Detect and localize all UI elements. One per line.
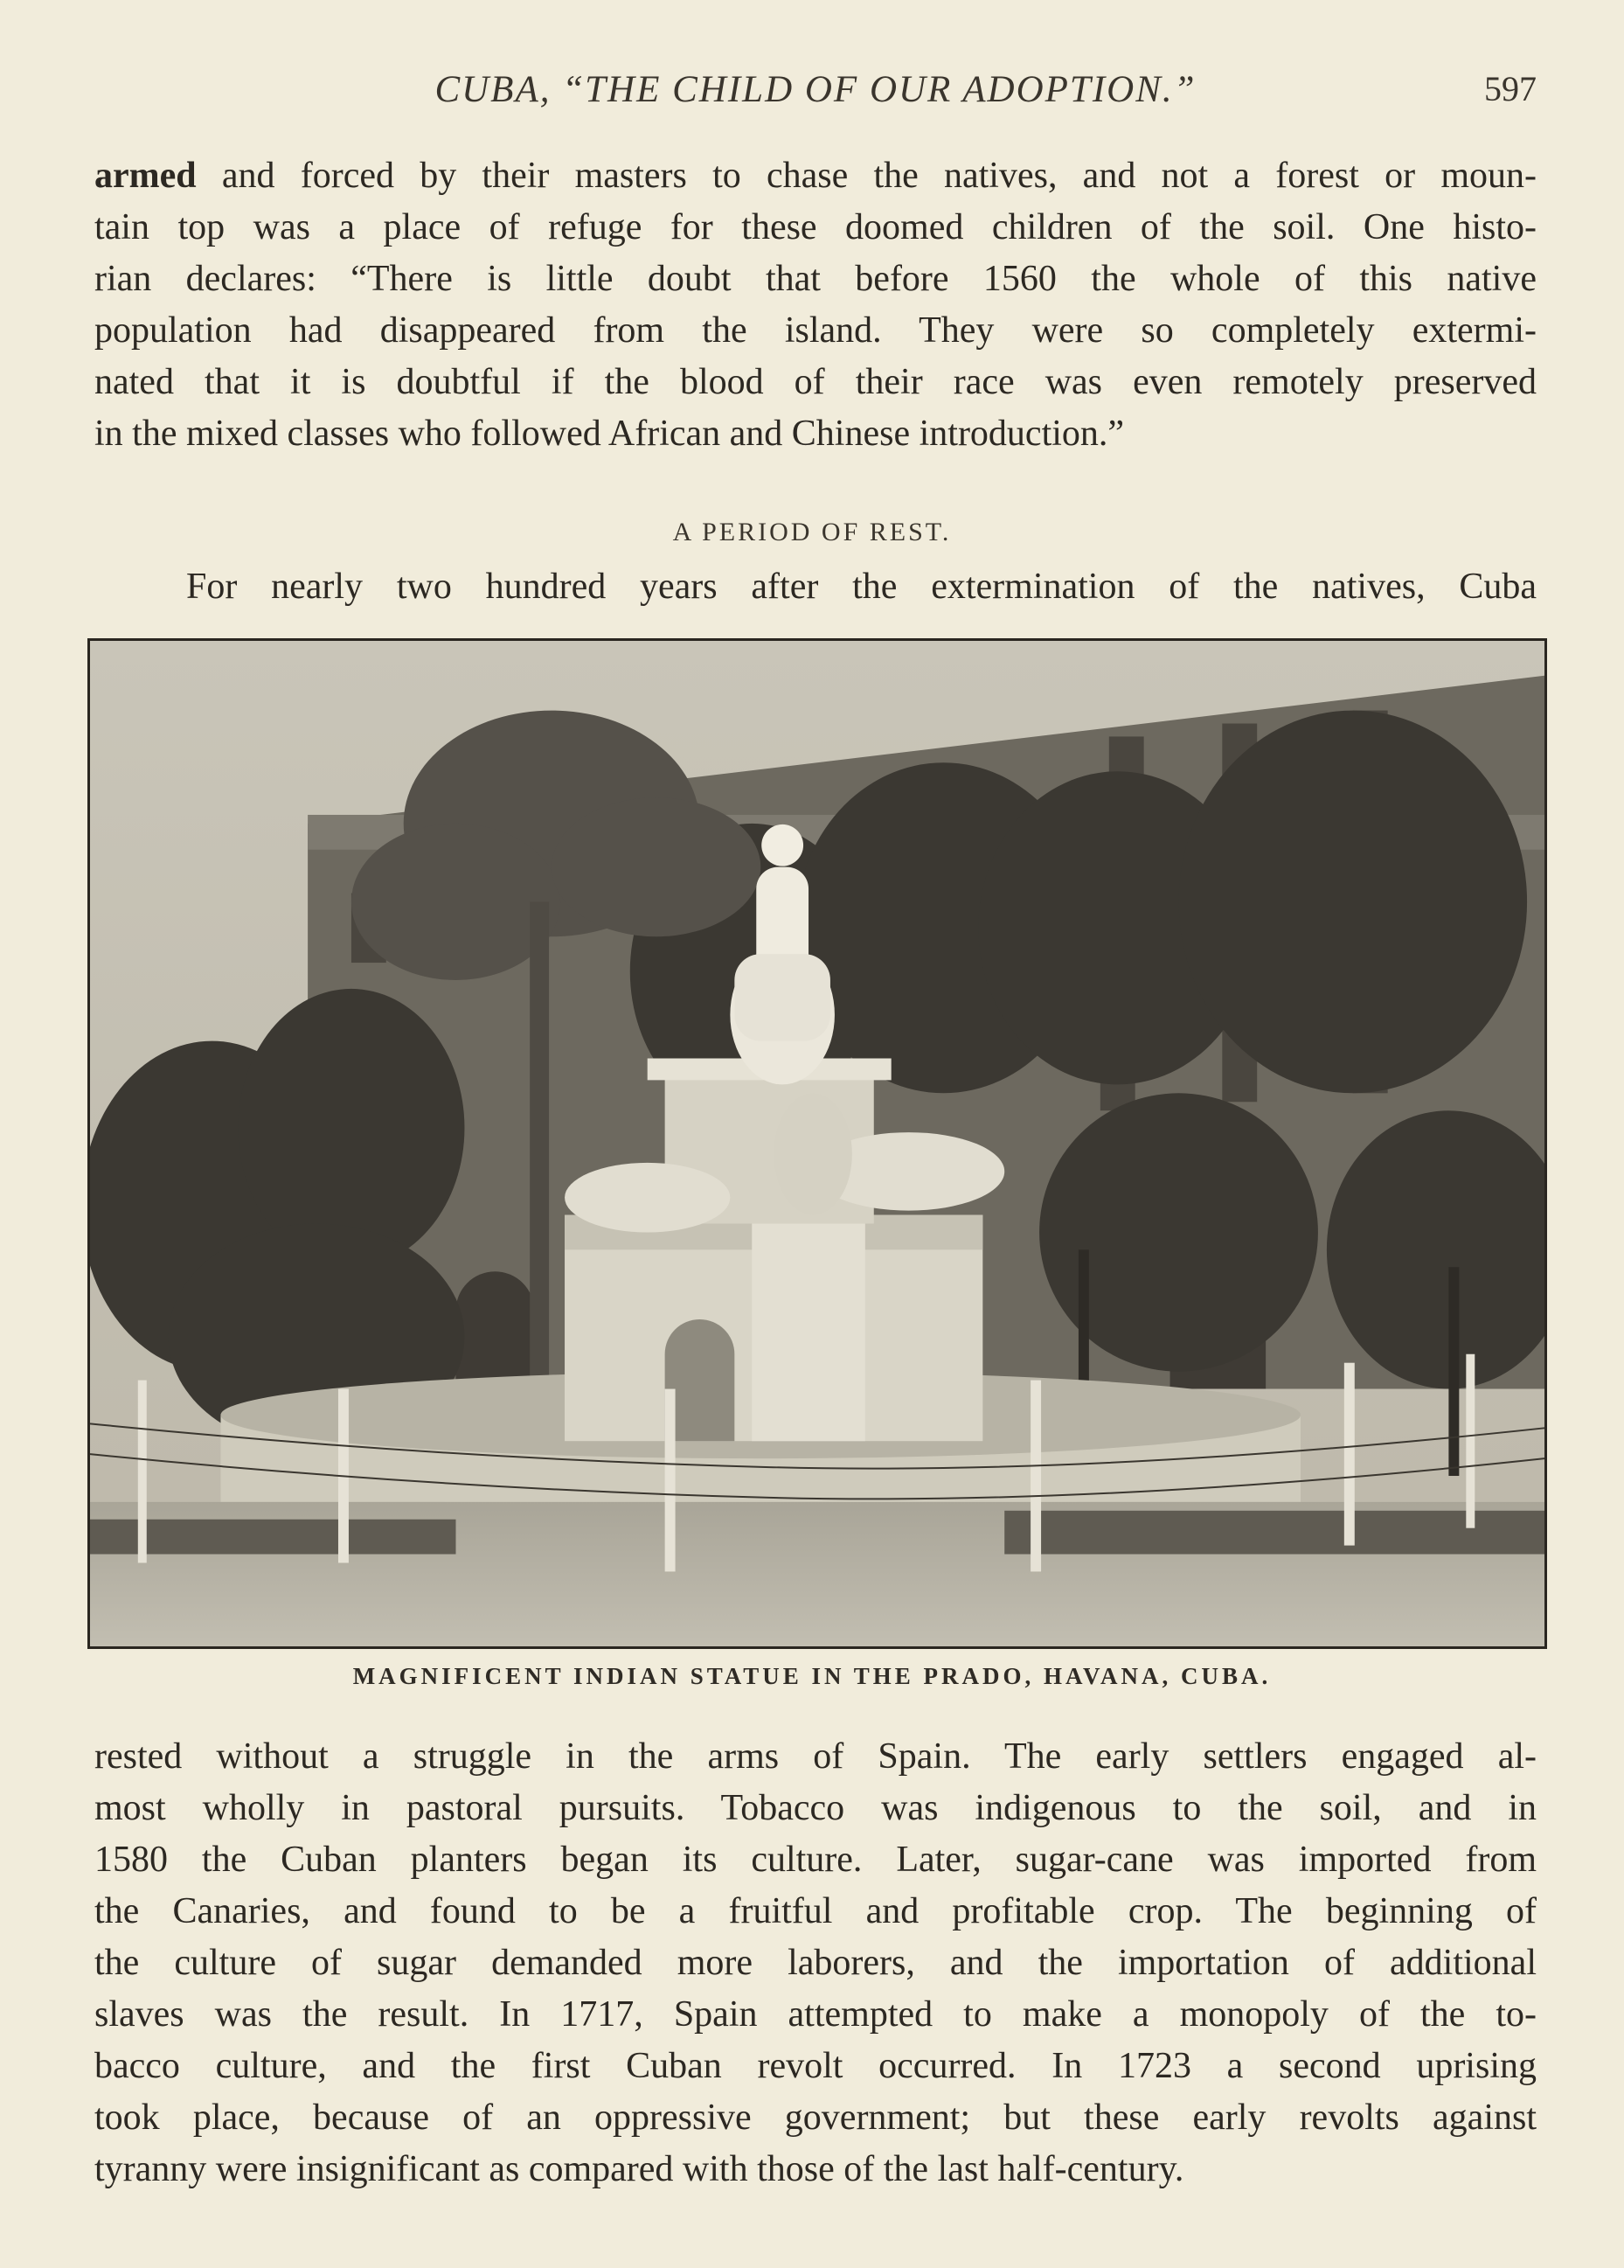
section-heading: A PERIOD OF REST. [672,518,952,546]
paragraph-line: bacco culture, and the first Cuban revolt occurred. In 1723 a second uprising [94,2046,1537,2086]
paragraph-line: rested without a struggle in the arms of Spain. The early settlers engaged al- [94,1736,1537,1777]
paragraph-line: nated that it is doubtful if the blood of their race was even remotely preserved [94,362,1537,402]
paragraph-line: most wholly in pastoral pursuits. Tobacco was indigenous to the soil, and in [94,1788,1537,1828]
paragraph-line: For nearly two hundred years after the extermination of the natives, Cuba [186,567,1537,607]
paragraph-line: took place, because of an oppressive government; but these early revolts against [94,2098,1537,2138]
paragraph-line [94,150,1537,202]
paragraph-line: rian declares: “There is little doubt that before 1560 the whole of this native [94,259,1537,299]
paragraph-line: slaves was the result. In 1717, Spain attempted to make a monopoly of the to- [94,1994,1537,2035]
paragraph-line: population had disappeared from the island. They were so completely extermi- [94,310,1537,351]
paragraph-line: tyranny were insignificant as compared with those of the last half-century. [94,2149,1184,2189]
paragraph-line: in the mixed classes who followed African and Chinese introduction.” [94,414,1125,454]
paragraph-2 [94,561,1537,613]
paragraph-line: the culture of sugar demanded more laborers, and the importation of additional [94,1943,1537,1983]
halftone-photograph [87,638,1547,1649]
paragraph-line: 1580 the Cuban planters began its culture. Later, sugar-cane was imported from [94,1840,1537,1880]
paragraph-1 [94,150,1537,460]
figure-caption: MAGNIFICENT INDIAN STATUE IN THE PRADO, HAVANA, CUBA. [352,1663,1272,1689]
bold-first-word: armed [94,156,197,196]
running-title: CUBA, “THE CHILD OF OUR ADOPTION.” [434,69,1197,110]
line-text: and forced by their masters to chase the natives, and not a forest or moun- [196,156,1537,196]
paragraph-3 [94,1731,1537,2195]
statue-photo-illustration [90,641,1544,1646]
paragraph-line: tain top was a place of refuge for these doomed children of the soil. One histo- [94,207,1537,247]
running-head [94,68,1537,121]
page-number: 597 [1484,69,1537,108]
paragraph-line: the Canaries, and found to be a fruitful and profitable crop. The beginning of [94,1891,1537,1931]
